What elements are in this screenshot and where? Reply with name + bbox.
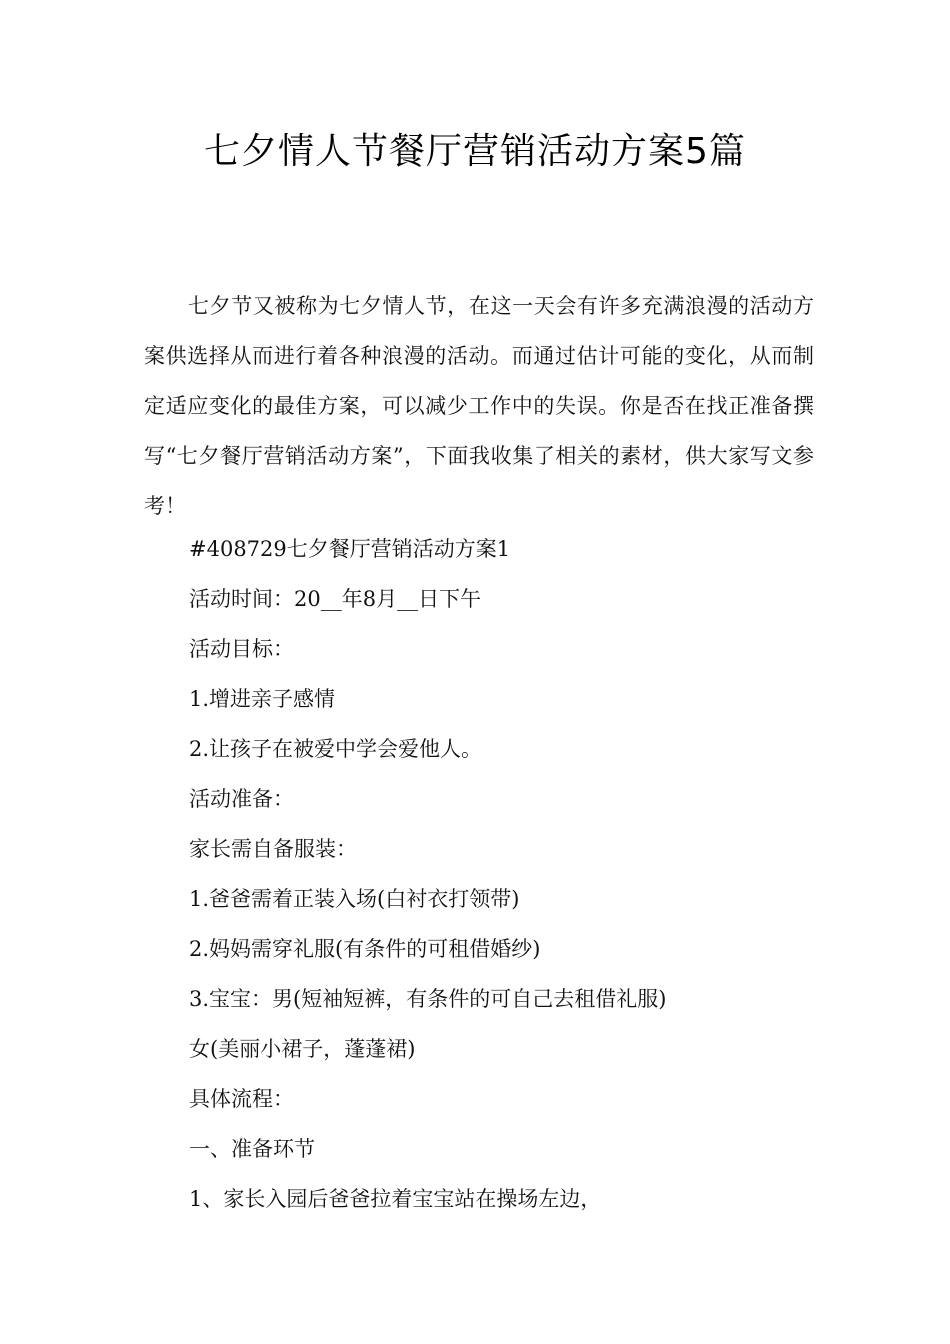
- parent-attire-heading: 家长需自备服装：: [189, 837, 357, 861]
- process-heading: 具体流程：: [189, 1087, 294, 1111]
- goal-item-2: 2.让孩子在被爱中学会爱他人。: [189, 737, 483, 761]
- activity-time-line: 活动时间：20__年8月__日下午: [189, 587, 482, 611]
- attire-item-2: 2.妈妈需穿礼服(有条件的可租借婚纱): [189, 937, 541, 961]
- intro-paragraph: 七夕节又被称为七夕情人节，在这一天会有许多充满浪漫的活动方案供选择从而进行着各种浪漫的活动。而通过估计可能的变化，从而制定适应变化的最佳方案，可以减少工作中的失误。你是否在找正准备撰写“七夕餐厅营销活动方案”，下面我收集了相关的素材，供大家写文参考！: [144, 294, 814, 518]
- attire-item-3: 3.宝宝：男(短袖短裤，有条件的可自己去租借礼服): [189, 987, 667, 1011]
- prep-stage-item-1: 1、家长入园后爸爸拉着宝宝站在操场左边，: [189, 1187, 602, 1211]
- goal-item-1: 1.增进亲子感情: [189, 687, 336, 711]
- section-heading-plan-1: #408729七夕餐厅营销活动方案1: [189, 537, 511, 561]
- document-title: 七夕情人节餐厅营销活动方案5篇: [204, 131, 746, 172]
- prep-stage-heading: 一、准备环节: [189, 1137, 315, 1161]
- body-lines: [189, 524, 829, 1224]
- activity-prep-heading: 活动准备：: [189, 787, 294, 811]
- attire-item-1: 1.爸爸需着正装入场(白衬衣打领带): [189, 887, 520, 911]
- attire-item-3-girl: 女(美丽小裙子，蓬蓬裙): [189, 1037, 416, 1061]
- activity-goal-heading: 活动目标：: [189, 637, 294, 661]
